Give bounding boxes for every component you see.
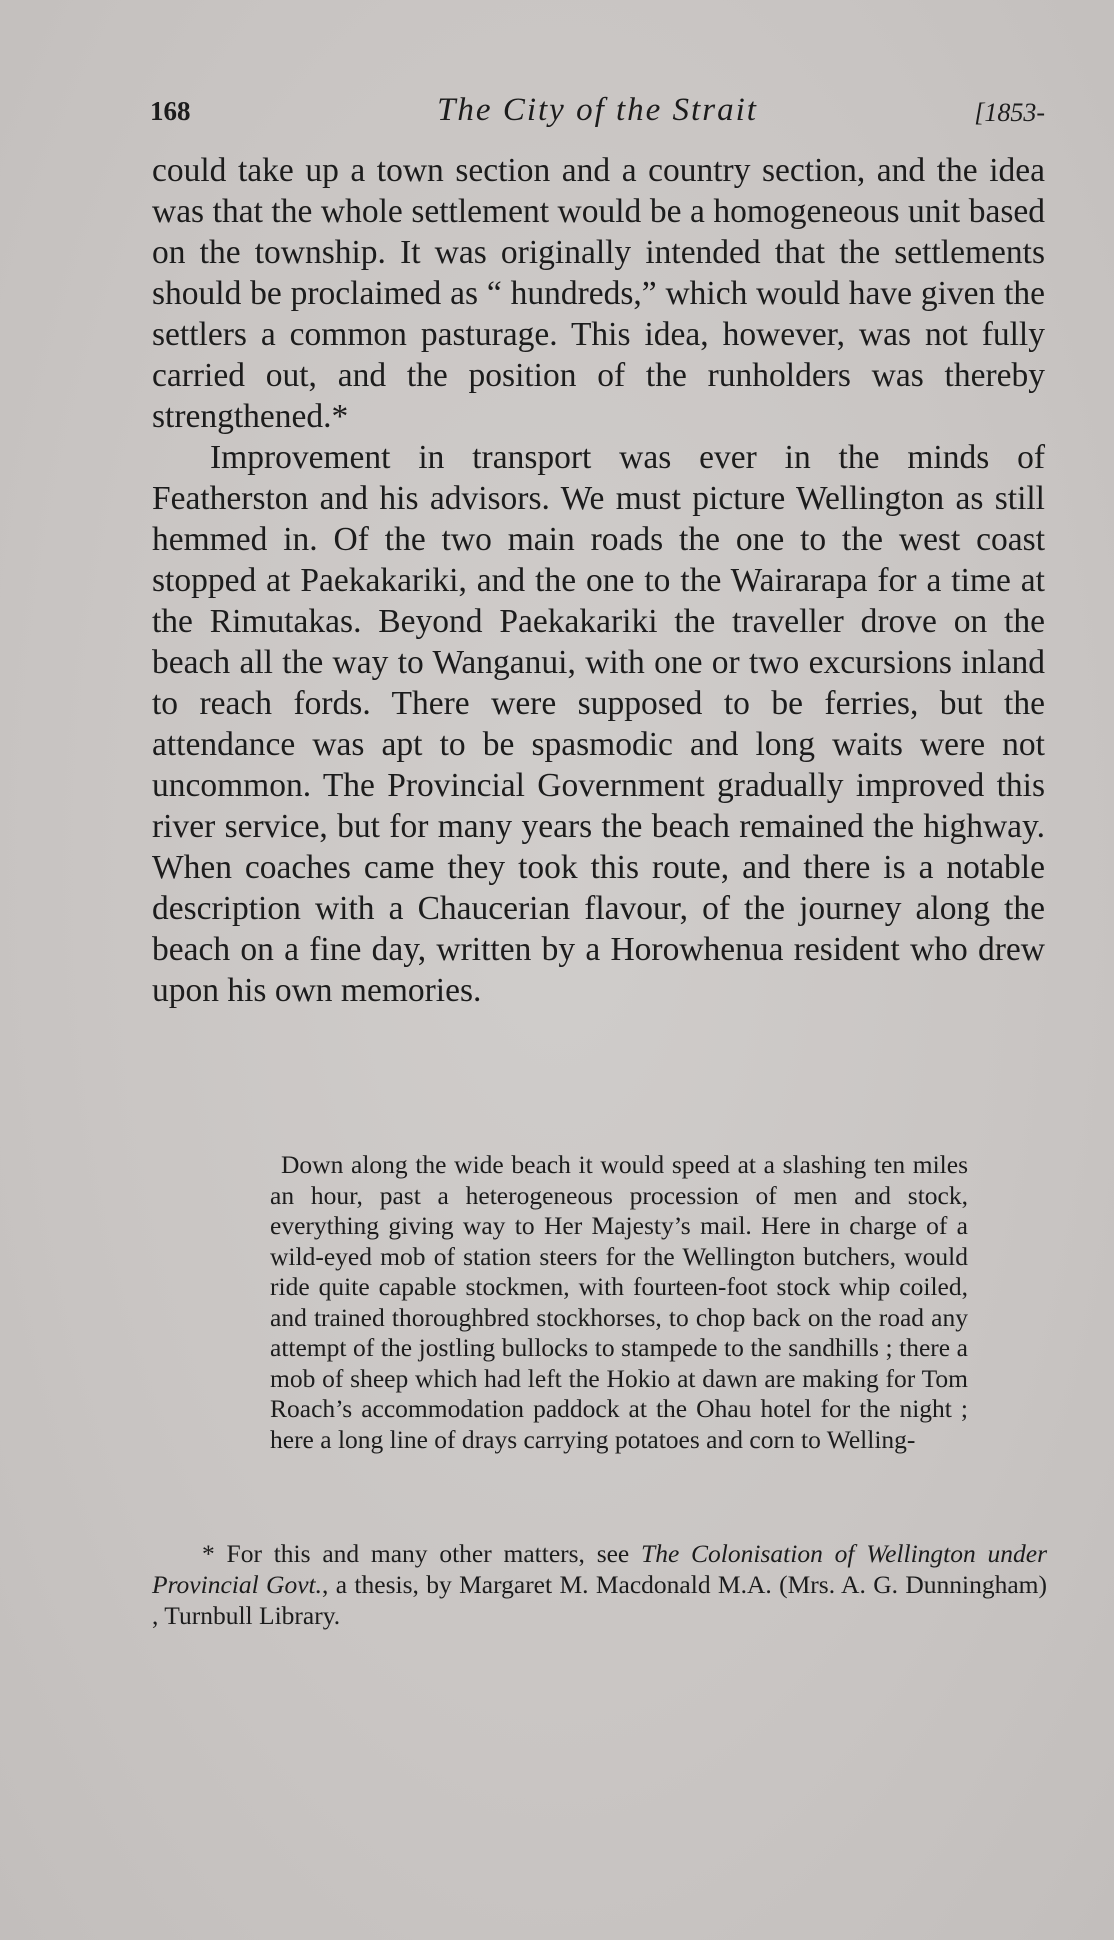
running-title: The City of the Strait bbox=[437, 92, 758, 128]
footnote bbox=[152, 1538, 1047, 1631]
paragraph: Improvement in transport was ever in the minds of Featherston and his advisors. We must picture Wellington as still hemmed in. Of the two main roads the one to the west coast stopped at Paekakariki, and the one to the Wairarapa for a time at the Rimutakas. Beyond Paekakariki the traveller drove on the beach all the way to Wanganui, with one or two excursions inland to reach fords. There were supposed to be ferries, but the attendance was apt to be spasmodic and long waits were not uncommon. The Provincial Government gradually improved this river service, but for many years the beach remained the highway. When coaches came they took this route, and there is a notable description with a Chaucerian flavour, of the journey along the beach on a fine day, written by a Horowhenua resident who drew upon his own memories. bbox=[152, 439, 1045, 1009]
paragraph: could take up a town section and a country section, and the idea was that the whole settlement would be a homogeneous unit based on the township. It was originally intended that the settlements should be proclaimed as “ hundreds,” which would have given the settlers a common pasturage. This idea, however, was not fully carried out, and the position of the runholders was thereby strengthened.* bbox=[152, 152, 1045, 435]
footnote-work-title: The Colonisation of Wellington under Provincial Govt. bbox=[152, 1539, 1048, 1599]
running-date: [1853- bbox=[974, 98, 1045, 127]
page-number: 168 bbox=[150, 96, 191, 126]
main-text bbox=[152, 150, 1045, 1011]
running-header bbox=[150, 92, 1045, 136]
block-quote bbox=[270, 1150, 968, 1455]
footnote-tail: , a thesis, by Margaret M. Macdonald M.A. (Mrs. A. G. Dunningham) , Turnbull Library. bbox=[152, 1570, 1047, 1630]
quote-text: Down along the wide beach it would speed at a slashing ten miles an hour, past a heterogeneous procession of men and stock, everything giving way to Her Majesty’s mail. Here in charge of a wild-eyed mob of station steers for the Wellington butchers, would ride quite capable stockmen, with fourteen-foot stock whip coiled, and trained thoroughbred stockhorses, to chop back on the road any attempt of the jostling bullocks to stampede to the sandhills ; there a mob of sheep which had left the Hokio at dawn are making for Tom Roach’s accommodation paddock at the Ohau hotel for the night ; here a long line of drays carrying potatoes and corn to Welling- bbox=[270, 1150, 968, 1454]
footnote-lead: * For this and many other matters, see bbox=[202, 1539, 642, 1568]
